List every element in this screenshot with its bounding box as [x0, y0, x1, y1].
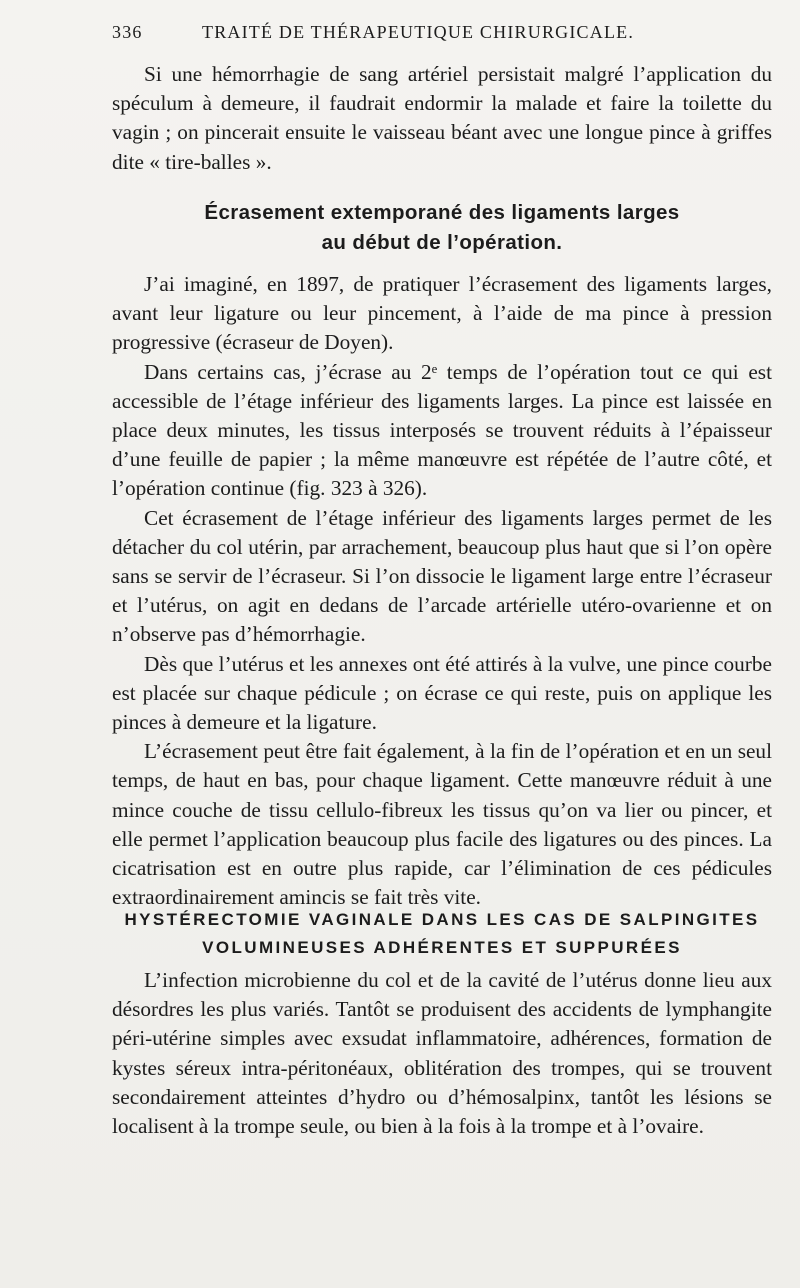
page-header — [112, 22, 772, 52]
paragraph: Dès que l’utérus et les annexes ont été attirés à la vulve, une pince courbe est placée sur chaque pédicule ; on écrase ce qui reste, puis on applique les pinces à demeure et la ligature. — [112, 651, 772, 735]
paragraph: L’infection microbienne du col et de la cavité de l’utérus donne lieu aux désordres les plus variés. Tantôt se produisent des accidents de lymphangite péri-utérine simples avec exsudat inflammatoire, adhérences, formation de kystes séreux intra-péritonéaux, oblitération des trompes, qui se trouvent secondairement atteintes d’hydro ou d’hémosalpinx, tantôt les lésions se localisent à la trompe seule, ou bien à la fois à la trompe et à l’ovaire. — [112, 968, 772, 1139]
heading-line: au début de l’opération. — [321, 231, 563, 254]
section-heading-ecrasement — [112, 198, 772, 258]
heading-line: VOLUMINEUSES ADHÉRENTES ET SUPPURÉES — [202, 938, 682, 957]
running-title: TRAITÉ DE THÉRAPEUTIQUE CHIRURGICALE. — [202, 22, 635, 42]
paragraph: J’ai imaginé, en 1897, de pratiquer l’écrasement des ligaments larges, avant leur ligature ou leur pincement, à l’aide de ma pince à pression progressive (écraseur de Doyen). — [112, 272, 772, 355]
hysterectomie-section — [112, 966, 772, 1141]
page-number: 336 — [112, 22, 143, 42]
paragraph: L’écrasement peut être fait également, à la fin de l’opération et en un seul temps, de haut en bas, pour chaque ligament. Cette manœuvre réduit à une mince couche de tissu cellulo-fibreux les tissus qu’on va lier ou pincer, et elle permet l’application beaucoup plus facile des ligatures ou des pinces. La cicatrisation est en outre plus rapide, car l’élimination de ces pédicules extraordinairement amincis se fait très vite. — [112, 739, 772, 910]
section-heading-hysterectomie — [112, 906, 772, 962]
paragraph: Cet écrasement de l’étage inférieur des ligaments larges permet de les détacher du col utérin, par arrachement, beaucoup plus haut que si l’on opère sans se servir de l’écraseur. Si l’on dissocie le ligament large entre l’écraseur et l’utérus, on agit en dedans de l’arcade artérielle utéro-ovarienne et on n’observe pas d’hémorrhagie. — [112, 505, 772, 647]
paragraph: Dans certains cas, j’écrase au 2ᵉ temps de l’opération tout ce qui est accessible de l’étage inférieur des ligaments larges. La pince est laissée en place deux minutes, les tissus interposés se trouvent réduits à l’épaisseur d’une feuille de papier ; la même manœuvre est répétée de l’autre côté, et l’opération continue (fig. 323 à 326). — [112, 359, 772, 501]
heading-line: Écrasement extemporané des ligaments larges — [204, 201, 680, 224]
heading-line: HYSTÉRECTOMIE VAGINALE DANS LES CAS DE SALPINGITES — [124, 910, 760, 929]
intro-section — [112, 60, 772, 177]
paragraph: Si une hémorrhagie de sang artériel persistait malgré l’application du spéculum à demeure, il faudrait endormir la malade et faire la toilette du vagin ; on pincerait ensuite le vaisseau béant avec une longue pince à griffes dite « tire-balles ». — [112, 62, 772, 174]
ecrasement-section — [112, 270, 772, 912]
